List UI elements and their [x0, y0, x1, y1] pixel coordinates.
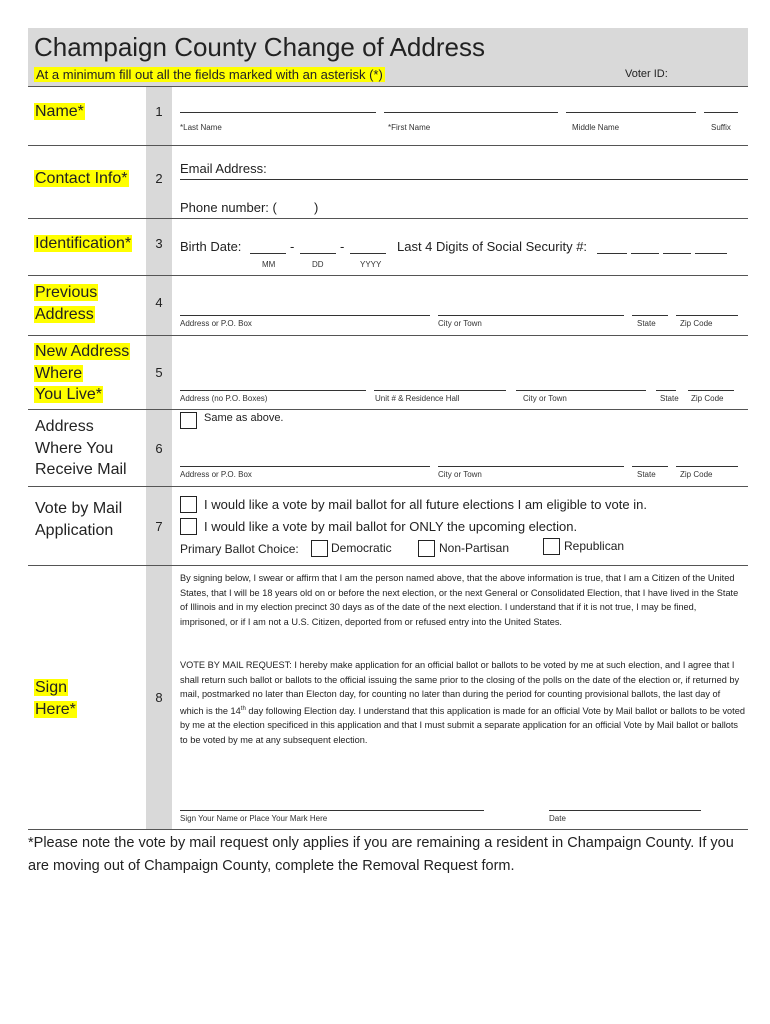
previous-city-field[interactable]	[438, 315, 624, 316]
section-label-name: Name*	[35, 103, 84, 120]
caption-zip: Zip Code	[680, 319, 713, 328]
caption-date: Date	[549, 814, 566, 823]
republican-checkbox[interactable]	[543, 538, 560, 555]
form-instructions: At a minimum fill out all the fields marked with an asterisk (*)	[36, 67, 383, 82]
divider	[28, 218, 748, 219]
mailing-city-field[interactable]	[438, 466, 624, 467]
caption-address: Address or P.O. Box	[180, 319, 252, 328]
democratic-label: Democratic	[331, 541, 392, 555]
democratic-checkbox[interactable]	[311, 540, 328, 557]
caption-year: YYYY	[360, 260, 382, 269]
caption-suffix: Suffix	[711, 123, 731, 132]
section-number-column	[146, 86, 172, 830]
section-label-mailing-address: Address Where You Receive Mail	[35, 418, 127, 478]
birth-date-label: Birth Date:	[180, 239, 242, 254]
section-number: 3	[155, 236, 163, 251]
section-label-previous-address: Previous Address	[35, 284, 98, 323]
mailing-street-field[interactable]	[180, 466, 430, 467]
first-name-field[interactable]	[384, 112, 558, 113]
caption-state: State	[637, 319, 656, 328]
last-name-field[interactable]	[180, 112, 376, 113]
vbm-upcoming-election-checkbox[interactable]	[180, 518, 197, 535]
caption-month: MM	[262, 260, 276, 269]
section-number: 5	[155, 365, 163, 380]
section-number: 6	[155, 441, 163, 456]
new-state-field[interactable]	[656, 390, 676, 391]
footer-note: *Please note the vote by mail request only applies if you are remaining a resident in Champaign County. If you are moving out of Champaign County, complete the Removal Request form.	[28, 835, 734, 874]
section-number: 8	[155, 690, 163, 705]
caption-last-name: *Last Name	[180, 123, 222, 132]
divider	[28, 86, 748, 87]
email-field[interactable]	[180, 179, 748, 180]
mailing-state-field[interactable]	[632, 466, 668, 467]
date-separator: -	[340, 239, 345, 254]
section-label-contact: Contact Info*	[35, 170, 128, 187]
affirmation-text: By signing below, I swear or affirm that I am the person named above, that the above information is true, that I am a Citizen of the United States, that I will be 18 years old on or before the next election, or the next General or Consolidated Election, that I have lived in the State of Illinois and in my election precinct 30 days as of the date of the next election. I understand that if it is not true, I may be fined, imprisoned, or if I am not a U.S. Citizen, deported from or refused entry into the United States.	[180, 573, 739, 627]
signature-date-field[interactable]	[549, 810, 701, 811]
non-partisan-label: Non-Partisan	[439, 541, 510, 555]
middle-name-field[interactable]	[566, 112, 696, 113]
caption-address: Address or P.O. Box	[180, 470, 252, 479]
voter-id-label: Voter ID:	[625, 68, 668, 80]
signature-field[interactable]	[180, 810, 484, 811]
birth-month-field[interactable]	[250, 253, 286, 254]
same-as-above-label: Same as above.	[204, 412, 284, 424]
ssn-digit-field[interactable]	[695, 253, 727, 254]
divider	[28, 829, 748, 830]
previous-zip-field[interactable]	[676, 315, 738, 316]
republican-label: Republican	[564, 539, 625, 553]
phone-paren-close: )	[314, 200, 319, 215]
section-label-vote-by-mail: Vote by Mail Application	[35, 500, 123, 539]
phone-area-code-field[interactable]	[286, 200, 312, 216]
ssn-digit-field[interactable]	[597, 253, 627, 254]
primary-ballot-label: Primary Ballot Choice:	[180, 542, 299, 556]
section-label-new-address: New Address Where You Live*	[35, 343, 130, 403]
divider	[28, 275, 748, 276]
divider	[28, 409, 748, 410]
caption-first-name: *First Name	[388, 123, 431, 132]
divider	[28, 565, 748, 566]
date-separator: -	[290, 239, 295, 254]
section-label-sign: Sign Here*	[35, 679, 76, 718]
vbm-upcoming-election-label: I would like a vote by mail ballot for ONLY the upcoming election.	[204, 519, 578, 534]
same-as-above-checkbox[interactable]	[180, 412, 197, 429]
caption-state: State	[660, 394, 679, 403]
birth-day-field[interactable]	[300, 253, 336, 254]
caption-city: City or Town	[438, 470, 482, 479]
caption-zip: Zip Code	[680, 470, 713, 479]
non-partisan-checkbox[interactable]	[418, 540, 435, 557]
caption-city: City or Town	[438, 319, 482, 328]
new-unit-field[interactable]	[374, 390, 506, 391]
divider	[28, 145, 748, 146]
caption-address: Address (no P.O. Boxes)	[180, 394, 268, 403]
new-street-field[interactable]	[180, 390, 366, 391]
vbm-all-elections-label: I would like a vote by mail ballot for all future elections I am eligible to vote in.	[204, 497, 647, 512]
section-number: 1	[155, 104, 163, 119]
previous-street-field[interactable]	[180, 315, 430, 316]
caption-middle-name: Middle Name	[572, 123, 620, 132]
caption-state: State	[637, 470, 656, 479]
section-number: 7	[155, 519, 163, 534]
ssn-label: Last 4 Digits of Social Security #:	[397, 239, 588, 254]
vote-by-mail-request-text: VOTE BY MAIL REQUEST: I hereby make application for an official ballot or ballots to be voted by me at such election, and I agree that I shall return such ballot or ballots to the official issuing the same prior to the closing of the polls on the date of the election or, if returned by mail, postmarked no later than Electon day, for counting no later than during the period for counting provisional ballots, the last day of which is the 14th day following Election day. I understand that this application is made for an official Vote by Mail ballot or ballots to be voted by me at the election specificed in this application and that I must submit a separate application for an official Vote by Mail ballot or ballots to be voted by me at any subsequent election.	[180, 660, 745, 745]
divider	[28, 335, 748, 336]
mailing-zip-field[interactable]	[676, 466, 738, 467]
caption-city: City or Town	[523, 394, 567, 403]
form-title: Champaign County Change of Address	[34, 32, 485, 62]
birth-year-field[interactable]	[350, 253, 386, 254]
vbm-all-elections-checkbox[interactable]	[180, 496, 197, 513]
caption-unit: Unit # & Residence Hall	[375, 394, 460, 403]
caption-day: DD	[312, 260, 324, 269]
section-number: 4	[155, 295, 163, 310]
suffix-field[interactable]	[704, 112, 738, 113]
section-number: 2	[155, 171, 163, 186]
previous-state-field[interactable]	[632, 315, 668, 316]
email-label: Email Address:	[180, 161, 267, 176]
ssn-digit-field[interactable]	[663, 253, 691, 254]
new-city-field[interactable]	[516, 390, 646, 391]
ssn-digit-field[interactable]	[631, 253, 659, 254]
divider	[28, 486, 748, 487]
caption-zip: Zip Code	[691, 394, 724, 403]
phone-label: Phone number: (	[180, 200, 277, 215]
new-zip-field[interactable]	[688, 390, 734, 391]
caption-signature: Sign Your Name or Place Your Mark Here	[180, 814, 328, 823]
section-label-identification: Identification*	[35, 235, 132, 252]
